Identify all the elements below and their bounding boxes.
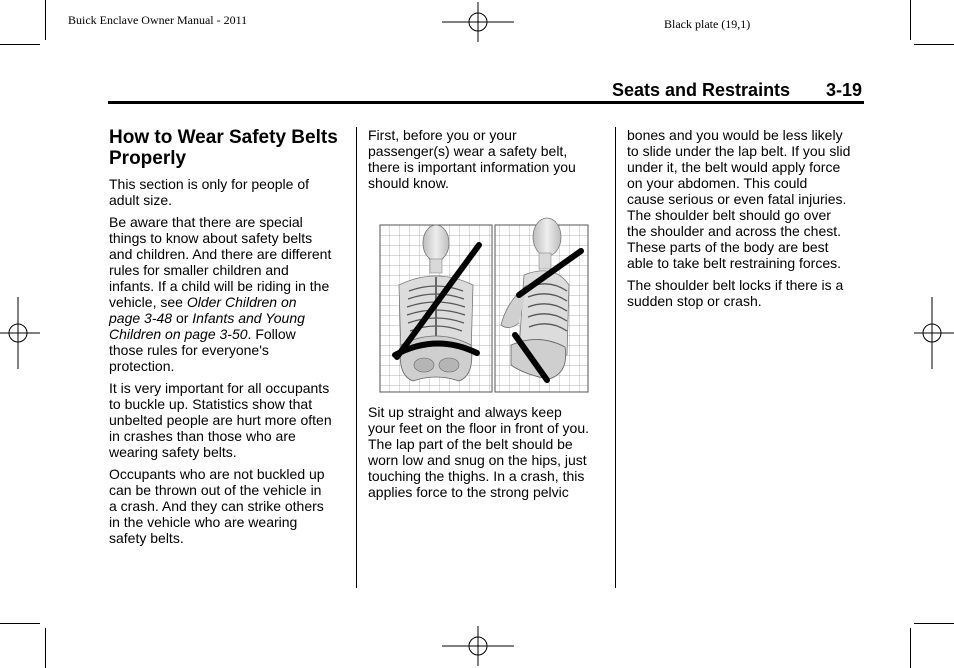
text-line: The lap part of the belt should be	[368, 436, 573, 452]
text-line: unbelted people are hurt more often	[109, 412, 332, 428]
text-line: protection.	[109, 358, 175, 374]
paragraph	[627, 127, 867, 271]
paragraph	[109, 176, 349, 208]
title-line: How to Wear Safety Belts	[109, 127, 338, 148]
text-line: passenger(s) wear a safety belt,	[368, 143, 568, 159]
cross-reference-link[interactable]: Infants and Young	[192, 310, 305, 326]
text-line	[109, 294, 349, 310]
column-1	[109, 176, 349, 552]
text-line: Sit up straight and always keep	[368, 404, 562, 420]
column-divider	[615, 127, 616, 588]
cross-reference-link[interactable]: page 3-48	[109, 310, 173, 326]
text-line: This section is only for people of	[109, 176, 309, 192]
text-line: The shoulder belt should go over	[627, 207, 831, 223]
text-line: Occupants who are not buckled up	[109, 466, 325, 482]
registration-mark-left	[0, 297, 40, 369]
text-line: on your abdomen. This could	[627, 175, 808, 191]
safety-belt-illustration	[379, 215, 589, 393]
paragraph	[109, 380, 349, 460]
article-title	[109, 127, 359, 169]
text-line: applies force to the strong pelvic	[368, 484, 569, 500]
text-line: wearing safety belts.	[109, 444, 237, 460]
text-line: These parts of the body are best	[627, 239, 829, 255]
plate-label: Black plate (19,1)	[664, 17, 751, 31]
paragraph	[109, 466, 349, 546]
text-line: a crash. And they can strike others	[109, 498, 324, 514]
cross-reference-link[interactable]: Older Children on	[186, 294, 297, 310]
text-line: those rules for everyone's	[109, 342, 269, 358]
text-line: to buckle up. Statistics show that	[109, 396, 313, 412]
text-line: touching the thighs. In a crash, this	[368, 468, 585, 484]
registration-mark-top	[442, 2, 514, 42]
text-line: your feet on the floor in front of you.	[368, 420, 590, 436]
paragraph	[368, 127, 608, 191]
crop-mark	[910, 628, 911, 668]
text-line: cause serious or even fatal injuries.	[627, 191, 847, 207]
crop-mark	[0, 623, 40, 624]
registration-mark-right	[914, 297, 954, 369]
text-line: in crashes than those who are	[109, 428, 296, 444]
crop-mark	[0, 44, 40, 45]
text-line	[109, 326, 349, 342]
crop-mark	[45, 628, 46, 668]
text: . Follow	[247, 326, 296, 342]
text-line: sudden stop or crash.	[627, 293, 762, 309]
section-title: Seats and Restraints	[612, 80, 791, 100]
title-line: Properly	[109, 148, 187, 169]
text: vehicle, see	[109, 294, 187, 310]
text-line: The shoulder belt locks if there is a	[627, 277, 844, 293]
manual-title: Buick Enclave Owner Manual - 2011	[68, 13, 248, 27]
text-line: safety belts.	[109, 530, 184, 546]
text-line: things to know about safety belts	[109, 230, 313, 246]
text-line: the shoulder and across the chest.	[627, 223, 842, 239]
crop-mark	[910, 0, 911, 40]
column-divider	[356, 127, 357, 588]
crop-mark	[45, 0, 46, 40]
text-line: adult size.	[109, 192, 173, 208]
page-number: 3-19	[826, 80, 863, 100]
text-line: there is important information you	[368, 159, 576, 175]
text-line: should know.	[368, 175, 449, 191]
crop-mark	[914, 623, 954, 624]
registration-mark-bottom	[442, 626, 514, 666]
text-line: bones and you would be less likely	[627, 127, 843, 143]
paragraph	[109, 214, 349, 374]
text-line: to slide under the lap belt. If you slid	[627, 143, 851, 159]
column-3	[627, 127, 867, 315]
text: or	[172, 310, 193, 326]
text-line: It is very important for all occupants	[109, 380, 330, 396]
text-line: in the vehicle who are wearing	[109, 514, 298, 530]
header-rule	[108, 101, 864, 104]
paragraph	[627, 277, 867, 309]
text-line: rules for smaller children and	[109, 262, 289, 278]
text-line: Be aware that there are special	[109, 214, 303, 230]
text-line: First, before you or your	[368, 127, 517, 143]
paragraph	[368, 404, 608, 500]
text-line: infants. If a child will be riding in the	[109, 278, 330, 294]
text-line: able to take belt restraining forces.	[627, 255, 842, 271]
crop-mark	[914, 44, 954, 45]
text-line	[109, 310, 349, 326]
text-line: can be thrown out of the vehicle in	[109, 482, 322, 498]
text-line: worn low and snug on the hips, just	[368, 452, 587, 468]
cross-reference-link[interactable]: Children on page 3-50	[109, 326, 248, 342]
column-2	[368, 127, 608, 197]
column-2-continued	[368, 404, 608, 506]
text-line: and children. And there are different	[109, 246, 332, 262]
text-line: under it, the belt would apply force	[627, 159, 841, 175]
